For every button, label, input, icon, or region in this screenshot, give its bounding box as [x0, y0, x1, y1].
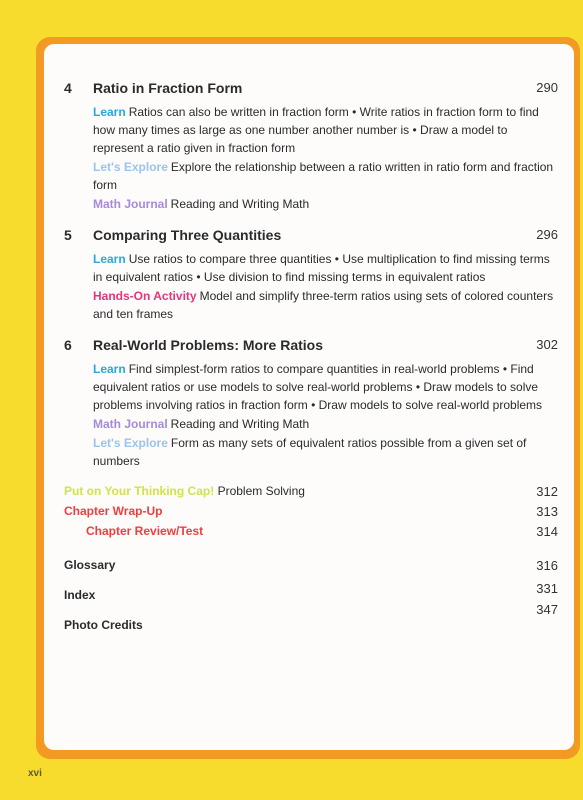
entry-text: Form as many sets of equivalent ratios possible from a given set of numbers: [93, 436, 527, 468]
entry-text: Reading and Writing Math: [170, 417, 310, 431]
toc-page: [44, 44, 574, 750]
lesson-number: 5: [64, 227, 72, 243]
thinking-cap-row: [64, 484, 558, 504]
page-number: 312: [536, 484, 558, 499]
page-number: 296: [536, 227, 558, 242]
wrap-up-label: Chapter Wrap-Up: [64, 504, 163, 518]
entry-explore: [93, 158, 558, 194]
entry-text: Ratios can also be written in fraction form • Write ratios in fraction form to find how many times as large as one number another number is • Draw a model to represent a ratio given in fraction form: [93, 105, 539, 155]
entry-text: Explore the relationship between a ratio written in ratio form and fraction form: [93, 160, 554, 192]
lesson-title: Ratio in Fraction Form: [93, 80, 243, 96]
index-row: [64, 581, 558, 608]
lesson-header: [64, 337, 558, 359]
entry-text: Use ratios to compare three quantities • Use multiplication to find missing terms in equivalent ratios • Use division to find missing terms in equivalent ratios: [93, 252, 550, 284]
entry-label: Math Journal: [93, 197, 168, 211]
page-number: 290: [536, 80, 558, 95]
thinking-cap-label: Put on Your Thinking Cap!: [64, 484, 215, 498]
page-number: 314: [536, 524, 558, 539]
page-number: 313: [536, 504, 558, 519]
photo-credits-label: Photo Credits: [64, 618, 143, 632]
entry-label: Learn: [93, 362, 126, 376]
lesson-header: [64, 80, 558, 102]
glossary-label: Glossary: [64, 558, 116, 572]
lesson-6: [64, 337, 558, 470]
entry-label: Hands-On Activity: [93, 289, 197, 303]
lesson-number: 4: [64, 80, 72, 96]
entry-label: Math Journal: [93, 417, 168, 431]
review-label: Chapter Review/Test: [86, 524, 204, 538]
page-number: 316: [536, 558, 558, 573]
lesson-title: Real-World Problems: More Ratios: [93, 337, 324, 353]
lesson-5: [64, 227, 558, 323]
page-number: 331: [536, 581, 558, 596]
entry-hands-on: [93, 287, 558, 323]
footer-page-label: xvi: [28, 768, 42, 779]
page-number: 347: [536, 602, 558, 617]
lesson-body: [93, 360, 558, 470]
entry-text: Model and simplify three-term ratios using sets of colored counters and ten frames: [93, 289, 554, 321]
entry-text: Find simplest-form ratios to compare quantities in real-world problems • Find equivalent ratios or use models to solve real-world problems • Draw models to solve problems involving ratios in fraction form • Draw models to solve real-world problems: [93, 362, 543, 412]
entry-label: Learn: [93, 252, 126, 266]
wrap-up-row: [64, 504, 558, 524]
entry-learn: [93, 250, 558, 286]
toc-content: [64, 80, 558, 638]
lesson-title: Comparing Three Quantities: [93, 227, 282, 243]
entry-explore: [93, 434, 558, 470]
glossary-row: [64, 558, 558, 578]
index-label: Index: [64, 588, 96, 602]
photo-credits-row: [64, 602, 558, 638]
lesson-body: [93, 103, 558, 213]
lesson-4: [64, 80, 558, 213]
entry-text: Reading and Writing Math: [170, 197, 310, 211]
entry-journal: [93, 415, 558, 433]
entry-journal: [93, 195, 558, 213]
lesson-body: [93, 250, 558, 323]
lesson-number: 6: [64, 337, 72, 353]
thinking-cap-text: Problem Solving: [217, 484, 305, 498]
review-row: [64, 524, 558, 544]
page-number: 302: [536, 337, 558, 352]
entry-label: Let's Explore: [93, 436, 168, 450]
entry-learn: [93, 103, 558, 157]
entry-label: Learn: [93, 105, 126, 119]
lesson-header: [64, 227, 558, 249]
entry-label: Let's Explore: [93, 160, 168, 174]
entry-learn: [93, 360, 558, 414]
